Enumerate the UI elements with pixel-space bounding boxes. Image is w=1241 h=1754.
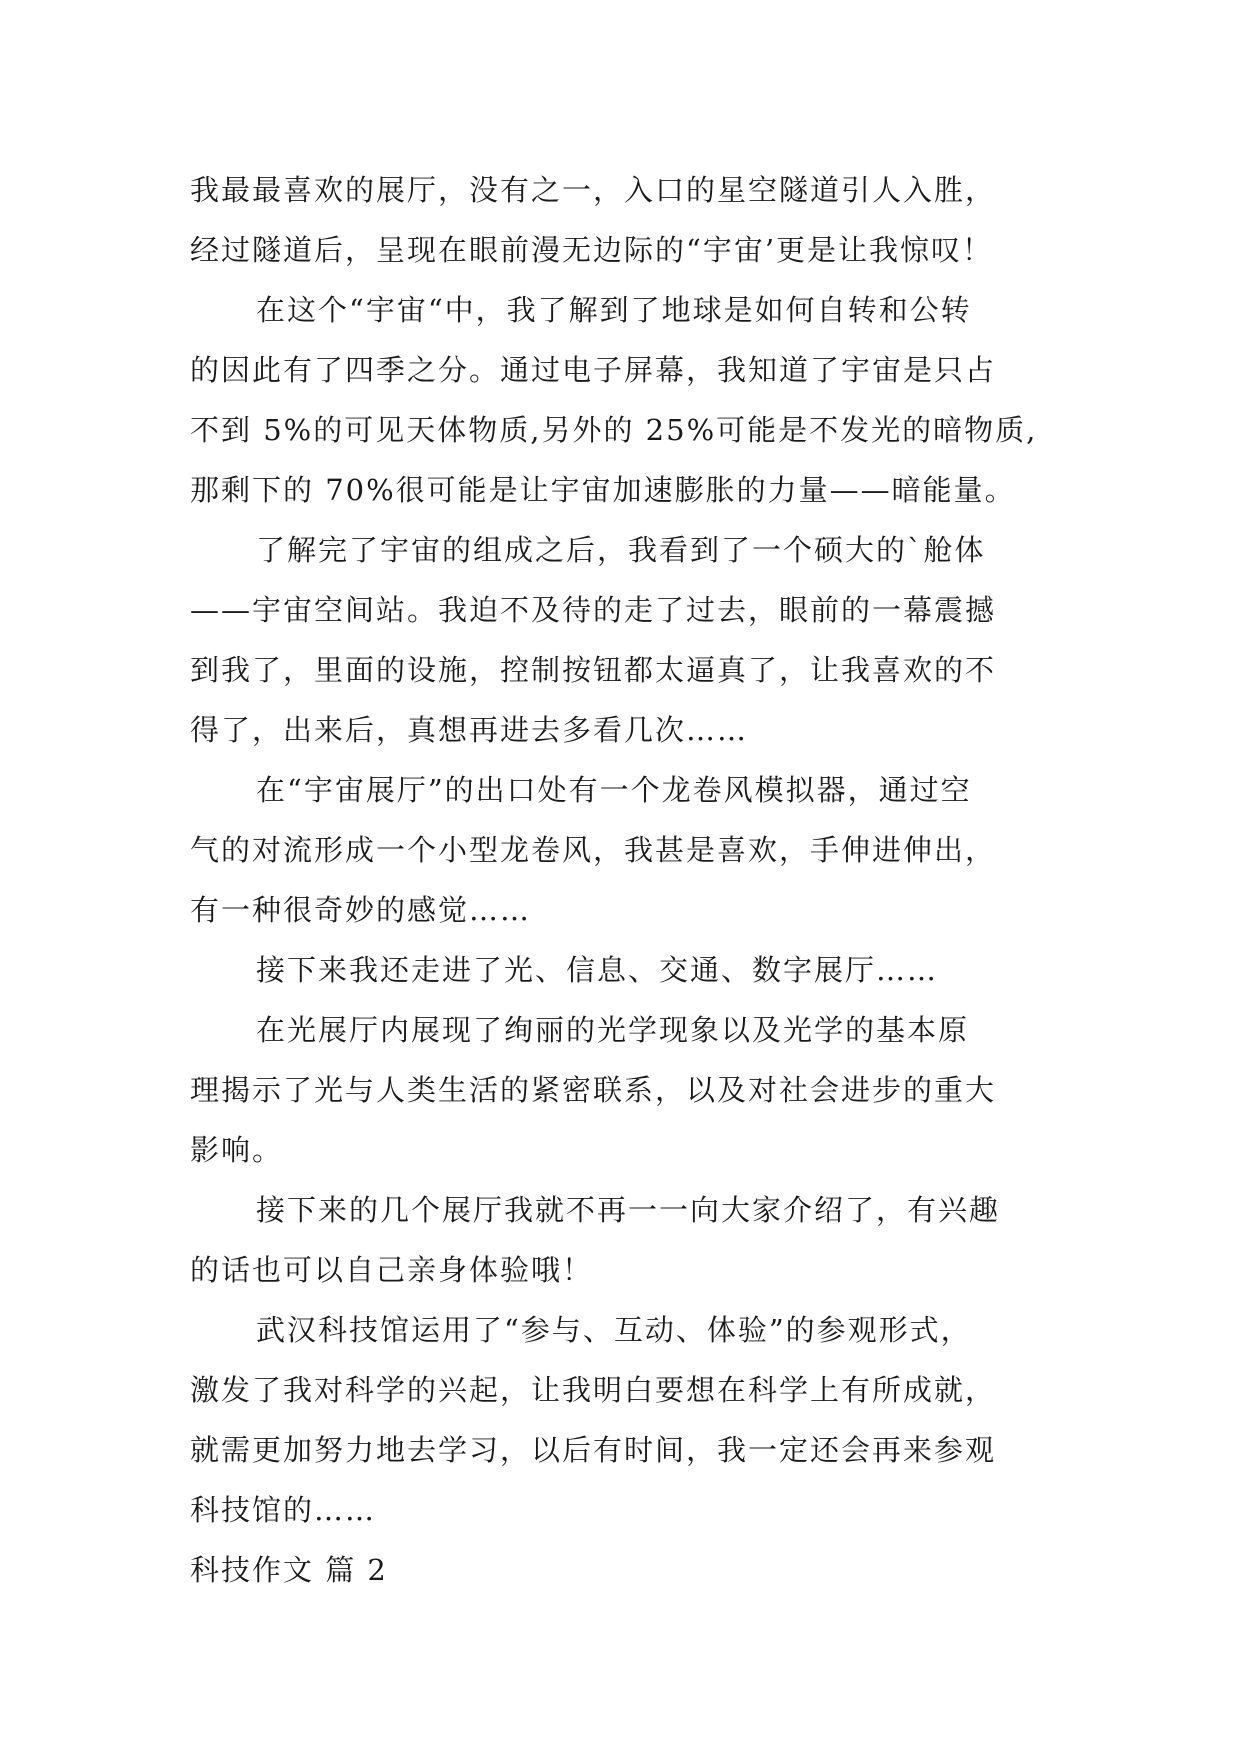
paragraph-5: [190, 940, 1070, 1000]
paragraph-line: 气的对流形成一个小型龙卷风，我甚是喜欢，手伸进伸出，: [190, 833, 997, 867]
paragraph-8: [190, 1300, 1070, 1540]
paragraph-line: 我最最喜欢的展厅，没有之一，入口的星空隧道引人入胜，: [190, 173, 997, 207]
paragraph-line: 有一种很奇妙的感觉……: [190, 893, 532, 927]
paragraph-line: 的因此有了四季之分。通过电子屏幕，我知道了宇宙是只占: [190, 353, 997, 387]
paragraph-line: 到我了，里面的设施，控制按钮都太逼真了，让我喜欢的不: [190, 653, 997, 687]
paragraph-line: 经过隧道后，呈现在眼前漫无边际的“宇宙’更是让我惊叹！: [190, 233, 994, 267]
paragraph-line: 接下来的几个展厅我就不再一一向大家介绍了，有兴趣: [256, 1193, 1001, 1227]
paragraph-line: 了解完了宇宙的组成之后，我看到了一个硕大的`舱体: [256, 533, 986, 567]
paragraph-line: 理揭示了光与人类生活的紧密联系，以及对社会进步的重大: [190, 1073, 997, 1107]
paragraph-line: 接下来我还走进了光、信息、交通、数字展厅……: [256, 953, 939, 987]
paragraph-line: 得了，出来后，真想再进去多看几次……: [190, 713, 749, 747]
paragraph-line: 在“宇宙展厅”的出口处有一个龙卷风模拟器，通过空: [256, 773, 972, 807]
paragraph-4: [190, 760, 1070, 940]
paragraph-line: 的话也可以自己亲身体验哦！: [190, 1253, 594, 1287]
paragraph-2: [190, 280, 1070, 520]
paragraph-7: [190, 1180, 1070, 1300]
paragraph-6: [190, 1000, 1070, 1180]
paragraph-line: 在光展厅内展现了绚丽的光学现象以及光学的基本原: [256, 1013, 970, 1047]
paragraph-line: 科技馆的……: [190, 1493, 377, 1527]
paragraph-line: 不到 5%的可见天体物质,另外的 25%可能是不发光的暗物质,: [190, 413, 1038, 447]
section-heading: 科技作文 篇 2: [190, 1553, 388, 1587]
document-body: [190, 160, 1070, 1600]
paragraph-line: ——宇宙空间站。我迫不及待的走了过去，眼前的一幕震撼: [190, 593, 997, 627]
paragraph-line: 激发了我对科学的兴起，让我明白要想在科学上有所成就，: [190, 1373, 997, 1407]
paragraph-line: 武汉科技馆运用了“参与、互动、体验”的参观形式，: [256, 1313, 972, 1347]
paragraph-line: 在这个“宇宙“中，我了解到了地球是如何自转和公转: [256, 293, 972, 327]
paragraph-line: 那剩下的 70%很可能是让宇宙加速膨胀的力量——暗能量。: [190, 473, 1016, 507]
paragraph-line: 影响。: [190, 1133, 284, 1167]
paragraph-3: [190, 520, 1070, 760]
paragraph-1: [190, 160, 1070, 280]
paragraph-line: 就需更加努力地去学习，以后有时间，我一定还会再来参观: [190, 1433, 997, 1467]
